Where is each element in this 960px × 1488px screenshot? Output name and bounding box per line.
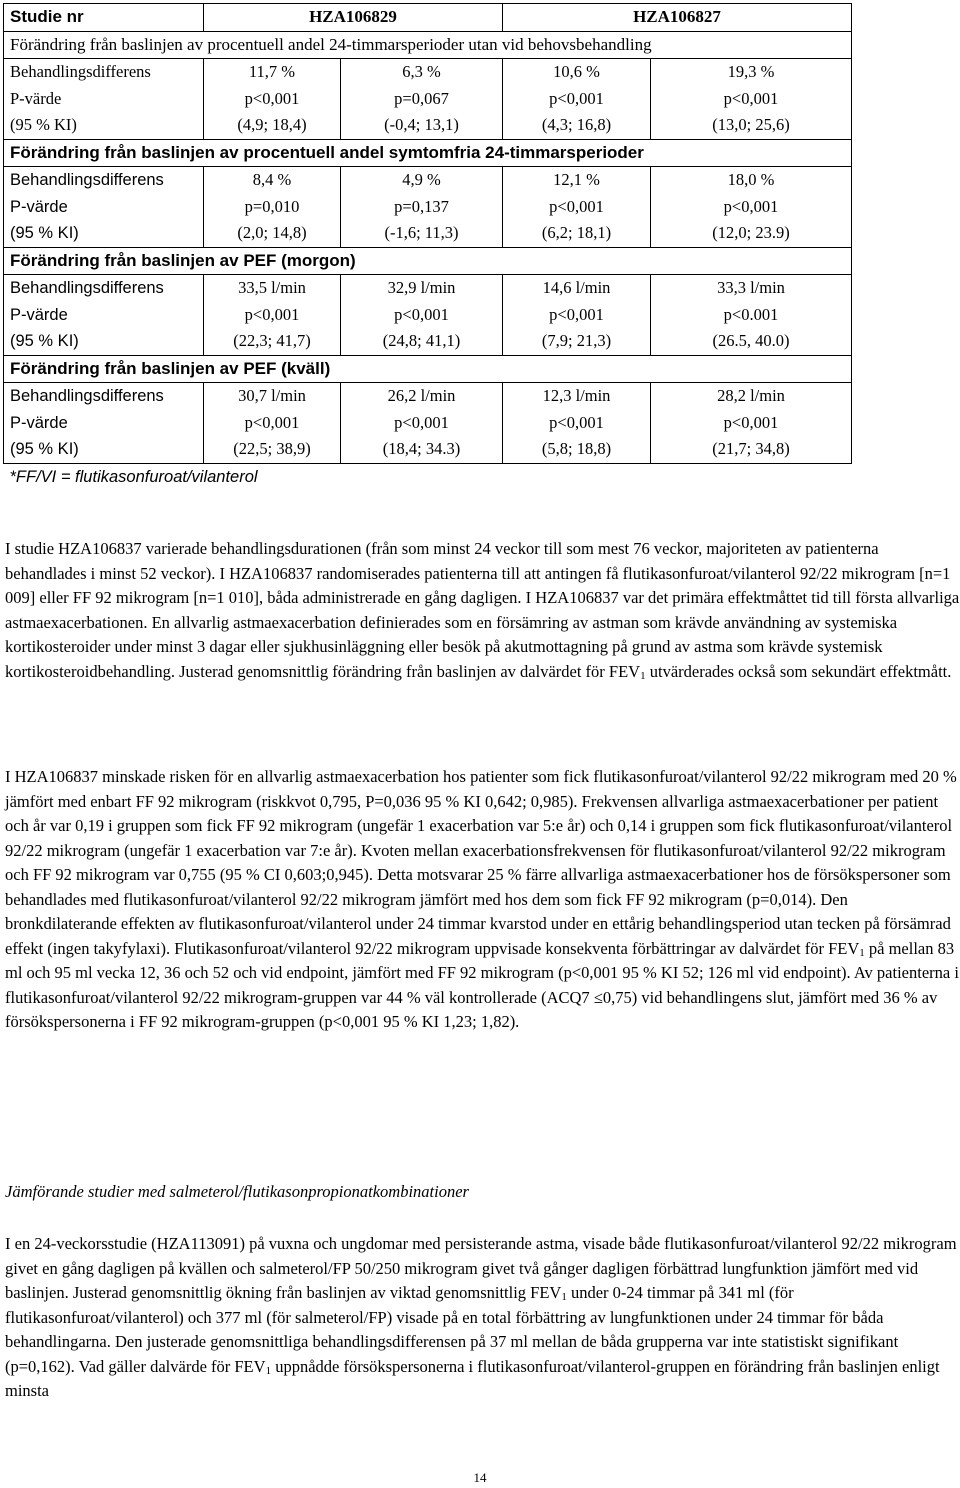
section-title: Förändring från baslinjen av PEF (morgon) — [4, 247, 852, 275]
header-label: Studie nr — [4, 4, 204, 32]
value-cell: 32,9 l/min p<0,001 (24,8; 41,1) — [341, 275, 503, 356]
header-study-a: HZA106829 — [204, 4, 503, 32]
value-cell: 12,1 % p<0,001 (6,2; 18,1) — [503, 167, 651, 248]
row-labels: Behandlingsdifferens P-värde (95 % KI) — [4, 383, 204, 464]
table-row — [4, 383, 852, 464]
section-title-row — [4, 31, 852, 59]
row-labels: Behandlingsdifferens P-värde (95 % KI) — [4, 59, 204, 140]
value-cell: 30,7 l/min p<0,001 (22,5; 38,9) — [204, 383, 341, 464]
footnote-row — [4, 463, 852, 490]
row-labels: Behandlingsdifferens P-värde (95 % KI) — [4, 275, 204, 356]
value-cell: 33,3 l/min p<0.001 (26.5, 40.0) — [651, 275, 852, 356]
table-footnote: *FF/VI = flutikasonfuroat/vilanterol — [9, 467, 258, 486]
row-labels: Behandlingsdifferens P-värde (95 % KI) — [4, 167, 204, 248]
section-heading: Jämförande studier med salmeterol/flutikasonpropionatkombinationer — [5, 1182, 469, 1201]
value-cell: 11,7 % p<0,001 (4,9; 18,4) — [204, 59, 341, 140]
paragraph: I en 24-veckorsstudie (HZA113091) på vuxna och ungdomar med persisterande astma, visade både flutikasonfuroat/vilanterol 92/22 mikrogram givet en gång dagligen på kvällen och salmeterol/FP 50/250 mikrogram givet två gånger dagligen förbättrad lungfunktion jämfört med vid baslinjen. Justerad genomsnittlig ökning från baslinjen av viktad genomsnittlig $FEV_1$ under 0-24 timmar på 341 ml (för flutikasonfuroat/vilanterol) och 377 ml (för salmeterol/FP) visade på en total förbättring av lungfunktionen under 24 timmar för båda behandlingarna. Den justerade genomsnittliga behandlingsdifferensen på 37 ml mellan de båda grupperna var inte statistiskt signifikant (p=0,162). Vad gäller dalvärde för $FEV_1$ uppnådde försökspersonerna i flutikasonfuroat/vilanterol-gruppen en förändring från baslinjen enligt minsta — [5, 1234, 957, 1400]
value-cell: 12,3 l/min p<0,001 (5,8; 18,8) — [503, 383, 651, 464]
value-cell: 14,6 l/min p<0,001 (7,9; 21,3) — [503, 275, 651, 356]
header-study-b: HZA106827 — [503, 4, 852, 32]
section-title: Förändring från baslinjen av procentuell andel 24-timmarsperioder utan vid behovsbehandling — [4, 31, 852, 59]
results-table — [3, 3, 852, 490]
paragraph: I studie HZA106837 varierade behandlingsdurationen (från som minst 24 veckor till som mest 76 veckor, majoriteten av patienterna behandlades i minst 52 veckor). I HZA106837 randomiserades patienterna till att antingen få flutikasonfuroat/vilanterol 92/22 mikrogram [n=1 009] eller FF 92 mikrogram [n=1 010], båda administrerade en gång dagligen. I HZA106837 var det primära effektmåttet tid till första allvarliga astmaexacerbationen. En allvarlig astmaexacerbation definierades som en försämring av astman som krävde användning av systemiska kortikosteroider under minst 3 dagar eller sjukhusinläggning eller besök på akutmottagning på grund av astma som krävde systemisk kortikosteroidbehandling. Justerad genomsnittlig förändring från baslinjen av dalvärdet för $FEV_1$ utvärderades också som sekundärt effektmått. — [5, 539, 960, 682]
table-header-row — [4, 4, 852, 32]
table-row — [4, 167, 852, 248]
value-cell: 19,3 % p<0,001 (13,0; 25,6) — [651, 59, 852, 140]
table-row — [4, 275, 852, 356]
table-row — [4, 59, 852, 140]
value-cell: 4,9 % p=0,137 (-1,6; 11,3) — [341, 167, 503, 248]
section-title-row — [4, 247, 852, 275]
section-title: Förändring från baslinjen av PEF (kväll) — [4, 355, 852, 383]
value-cell: 8,4 % p=0,010 (2,0; 14,8) — [204, 167, 341, 248]
value-cell: 18,0 % p<0,001 (12,0; 23.9) — [651, 167, 852, 248]
section-title: Förändring från baslinjen av procentuell andel symtomfria 24-timmarsperioder — [4, 139, 852, 167]
paragraph: I HZA106837 minskade risken för en allvarlig astmaexacerbation hos patienter som fick flutikasonfuroat/vilanterol 92/22 mikrogram med 20 % jämfört med enbart FF 92 mikrogram (riskkvot 0,795, P=0,036 95 % KI 0,642; 0,985). Frekvensen allvarliga astmaexacerbationer per patient och år var 0,19 i gruppen som fick FF 92 mikrogram (ungefär 1 exacerbation var 5:e år) och 0,14 i gruppen som fick flutikasonfuroat/vilanterol 92/22 mikrogram (ungefär 1 exacerbation var 7:e år). Kvoten mellan exacerbationsfrekvensen för flutikasonfuroat/vilanterol 92/22 mikrogram och FF 92 mikrogram var 0,755 (95 % CI 0,603;0,945). Detta motsvarar 25 % färre allvarliga astmaexacerbationer hos de försökspersoner som behandlades med flutikasonfuroat/vilanterol 92/22 mikrogram jämfört med hos dem som fick FF 92 mikrogram (p=0,014). Den bronkdilaterande effekten av flutikasonfuroat/vilanterol under 24 timmar kvarstod under en ettårig behandlingsperiod utan tecken på försämrad effekt (ingen takyfylaxi). Flutikasonfuroat/vilanterol 92/22 mikrogram uppvisade konsekventa förbättringar av dalvärdet för $FEV_1$ på mellan 83 ml och 95 ml vecka 12, 36 och 52 och vid endpoint, jämfört med FF 92 mikrogram (p<0,001 95 % KI 52; 126 ml vid endpoint). Av patienterna i flutikasonfuroat/vilanterol 92/22 mikrogram-gruppen var 44 % väl kontrollerade (ACQ7 ≤0,75) vid behandlingens slut, jämfört med 36 % av försökspersonerna i FF 92 mikrogram-gruppen (p<0,001 95 % KI 1,23; 1,82). — [5, 767, 959, 1031]
value-cell: 6,3 % p=0,067 (-0,4; 13,1) — [341, 59, 503, 140]
value-cell: 33,5 l/min p<0,001 (22,3; 41,7) — [204, 275, 341, 356]
value-cell: 10,6 % p<0,001 (4,3; 16,8) — [503, 59, 651, 140]
section-title-row — [4, 355, 852, 383]
value-cell: 26,2 l/min p<0,001 (18,4; 34.3) — [341, 383, 503, 464]
page-number: 14 — [473, 1470, 487, 1485]
value-cell: 28,2 l/min p<0,001 (21,7; 34,8) — [651, 383, 852, 464]
section-title-row — [4, 139, 852, 167]
